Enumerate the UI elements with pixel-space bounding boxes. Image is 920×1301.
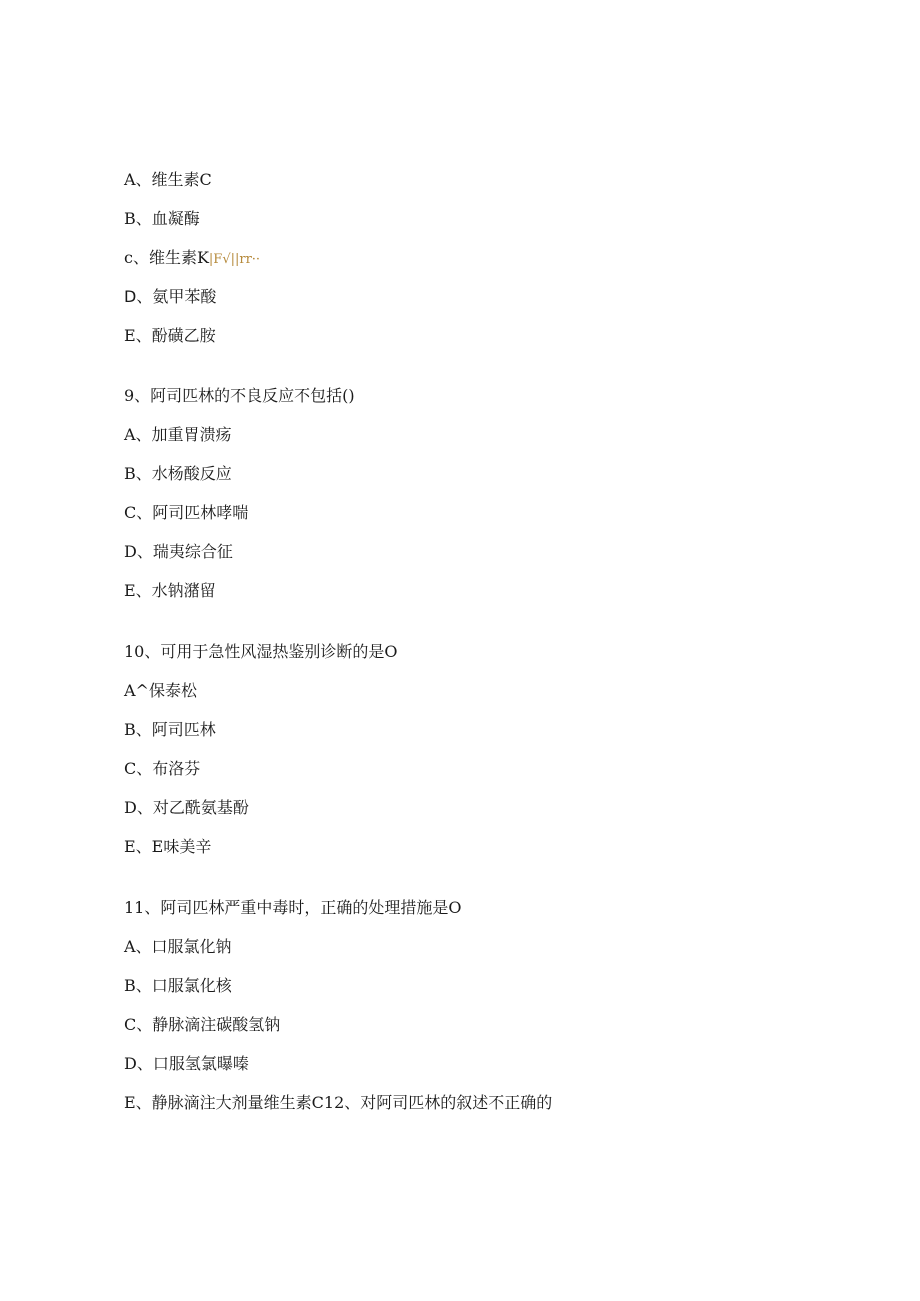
option-e: E、静脉滴注大剂量维生素C12、对阿司匹林的叙述不正确的 (124, 1093, 553, 1112)
option-a: A、加重胃溃疡 (124, 425, 232, 444)
option-a: A、维生素C (124, 170, 212, 189)
option-b: B、水杨酸反应 (124, 464, 232, 483)
scan-artifact: |F√||rr·· (208, 252, 261, 267)
option-d: D、对乙酰氨基酚 (124, 798, 249, 817)
option-a: A、口服氯化钠 (124, 937, 232, 956)
question-10: 10、可用于急性风湿热鉴别诊断的是O (124, 642, 398, 661)
option-e: E、酚磺乙胺 (124, 326, 216, 345)
option-c: C、静脉滴注碳酸氢钠 (124, 1015, 281, 1034)
option-e: E、E味美辛 (124, 837, 212, 856)
question-11: 11、阿司匹林严重中毒时，正确的处理措施是O (124, 898, 462, 917)
option-d: D、口服氢氯曝嗪 (124, 1054, 249, 1073)
option-c: C、阿司匹林哮喘 (124, 503, 249, 522)
option-d: D、瑞夷综合征 (124, 542, 233, 561)
option-e: E、水钠潴留 (124, 581, 216, 600)
option-b: B、阿司匹林 (124, 720, 216, 739)
option-c-text: c、维生素K (124, 248, 209, 267)
option-d: D、氨甲苯酸 (124, 287, 217, 306)
option-c (124, 248, 260, 270)
question-9: 9、阿司匹林的不良反应不包括() (124, 386, 355, 405)
option-a: A^保泰松 (124, 681, 197, 700)
option-c: C、布洛芬 (124, 759, 201, 778)
option-b: B、口服氯化核 (124, 976, 232, 995)
option-b: B、血凝酶 (124, 209, 200, 228)
